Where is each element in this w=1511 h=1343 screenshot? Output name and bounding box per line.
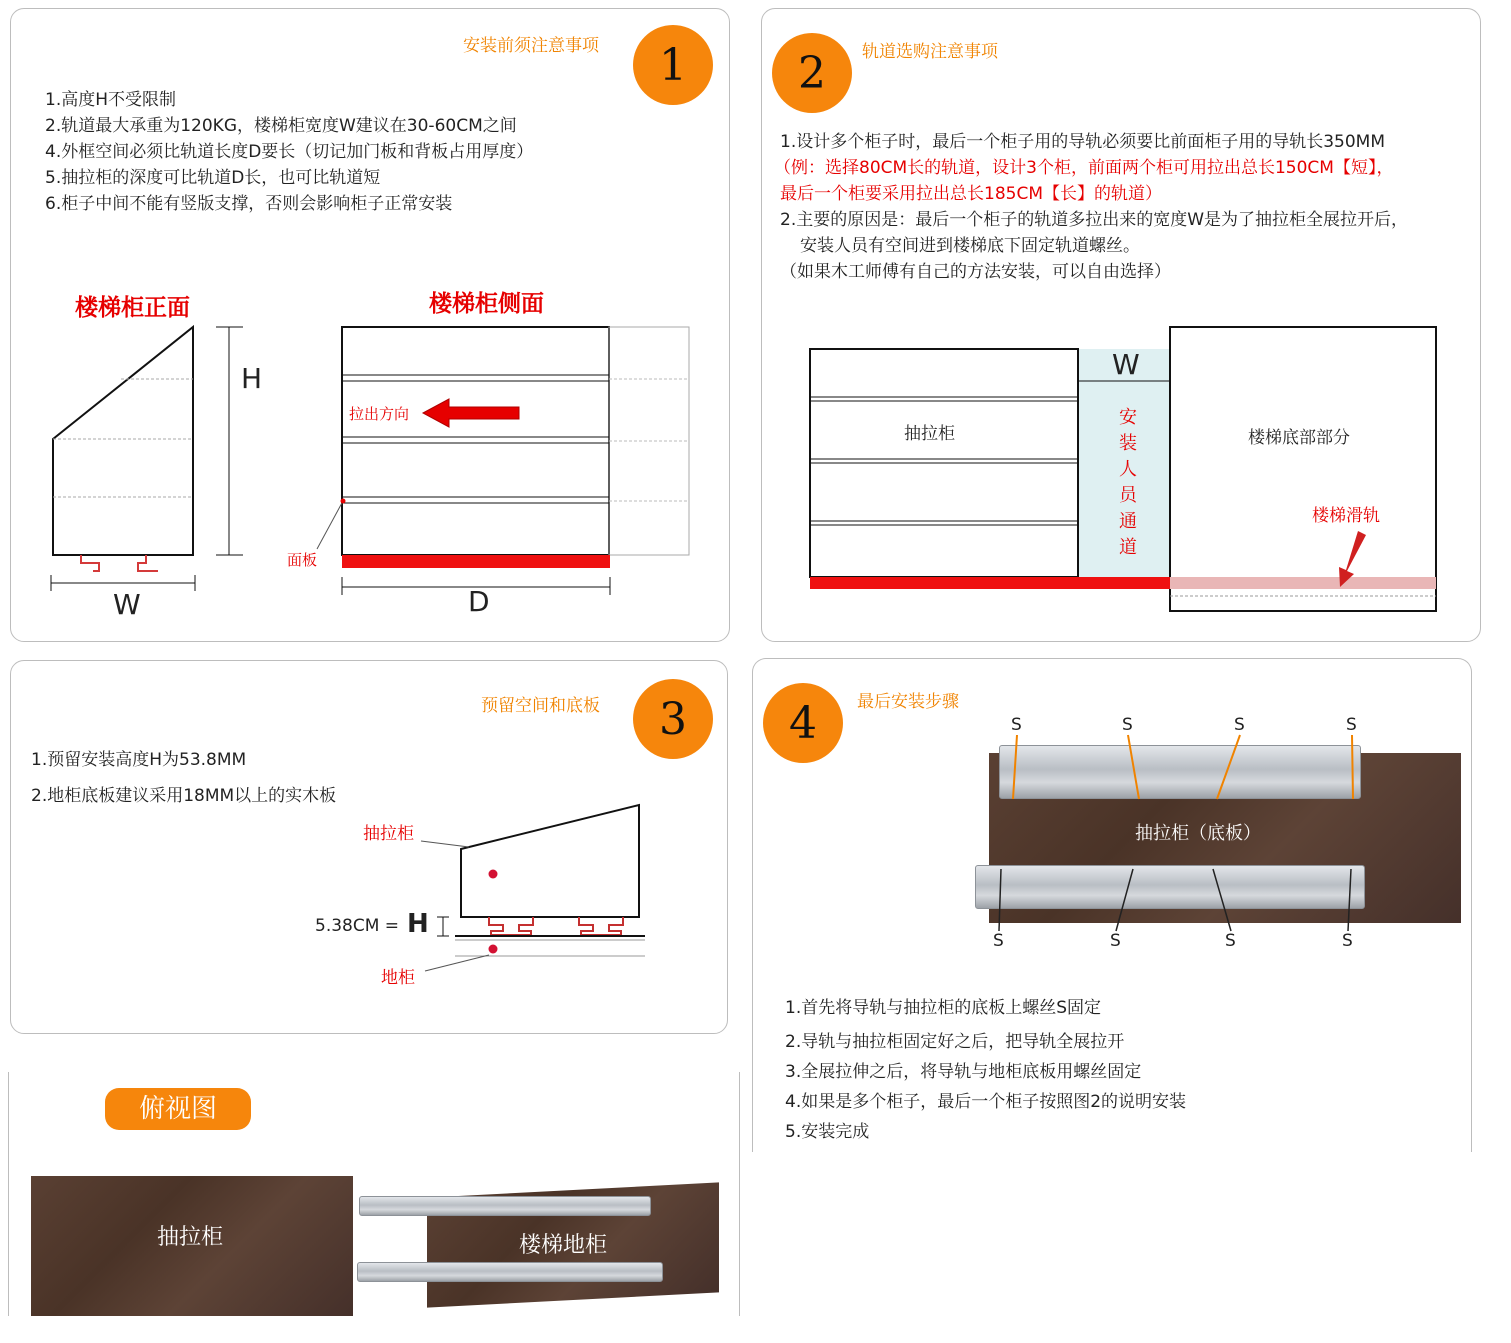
front-h-label: H [241, 362, 263, 395]
panel-pre-install-notes [10, 8, 730, 642]
front-w-label: W [113, 588, 141, 621]
panel-rail-purchase-notes [761, 8, 1481, 642]
panel2-title: 轨道选购注意事项 [862, 42, 998, 62]
panel-final-steps [752, 658, 1472, 1152]
channel-char-5: 通 [1119, 511, 1137, 532]
side-view-title: 楼梯柜侧面 [429, 291, 544, 317]
channel-w-label: W [1112, 348, 1140, 381]
panel2-line-2: （例：选择80CM长的轨道，设计3个柜，前面两个柜可用拉出总长150CM【短】， [774, 158, 1394, 178]
channel-char-3: 人 [1119, 459, 1137, 480]
front-view-title: 楼梯柜正面 [75, 295, 190, 321]
drawer-base-board-label: 抽拉柜（底板） [1135, 823, 1261, 844]
installer-channel-label [1118, 405, 1138, 561]
channel-char-6: 道 [1119, 537, 1137, 558]
panel3-item-1: 1.预留安装高度H为53.8MM [31, 750, 247, 770]
reserved-height-diagram [11, 661, 729, 1035]
panel4-item-5: 5.安装完成 [785, 1122, 870, 1142]
top-view-rail-upper [359, 1196, 651, 1216]
screw-label-bottom-2: S [1110, 931, 1121, 951]
panel1-item-1: 1.高度H不受限制 [45, 90, 177, 110]
screw-label-bottom-3: S [1225, 931, 1236, 951]
panel4-item-4: 4.如果是多个柜子，最后一个柜子按照图2的说明安装 [785, 1092, 1187, 1112]
panel1-title: 安装前须注意事项 [463, 36, 599, 56]
screw-label-top-3: S [1234, 715, 1245, 735]
panel3-title: 预留空间和底板 [481, 696, 600, 716]
panel1-item-5: 6.柜子中间不能有竖版支撑，否则会影响柜子正常安装 [45, 194, 453, 214]
panel4-step-badge: 4 [763, 683, 843, 763]
panel4-item-3: 3.全展拉伸之后，将导轨与地柜底板用螺丝固定 [785, 1062, 1142, 1082]
panel-reserved-space [10, 660, 728, 1034]
panel4-item-2: 2.导轨与抽拉柜固定好之后，把导轨全展拉开 [785, 1032, 1125, 1052]
panel2-line-6: （如果木工师傅有自己的方法安装，可以自由选择） [780, 262, 1171, 282]
side-d-label: D [468, 585, 490, 618]
top-view-section [8, 1072, 740, 1316]
channel-char-2: 装 [1119, 433, 1137, 454]
panel1-item-4: 5.抽拉柜的深度可比轨道D长，也可比轨道短 [45, 168, 381, 188]
screw-label-bottom-1: S [993, 931, 1004, 951]
panel1-item-2: 2.轨道最大承重为120KG，楼梯柜宽度W建议在30-60CM之间 [45, 116, 517, 136]
reserved-height-label: 5.38CM = [315, 916, 400, 936]
screw-label-top-4: S [1346, 715, 1357, 735]
top-view-drawer-label: 抽拉柜 [157, 1225, 224, 1250]
screw-label-bottom-4: S [1342, 931, 1353, 951]
top-view-base-label: 楼梯地柜 [519, 1233, 608, 1258]
panel2-line-4: 2.主要的原因是：最后一个柜子的轨道多拉出来的宽度W是为了抽拉柜全展拉开后， [780, 210, 1409, 230]
panel3-drawer-label: 抽拉柜 [363, 824, 414, 844]
panel2-line-5: 安装人员有空间进到楼梯底下固定轨道螺丝。 [800, 236, 1140, 256]
screw-label-top-2: S [1122, 715, 1133, 735]
panel4-title: 最后安装步骤 [857, 692, 959, 712]
panel2-line-1: 1.设计多个柜子时，最后一个柜子用的导轨必须要比前面柜子用的导轨长350MM [780, 132, 1386, 152]
stair-bottom-label: 楼梯底部部分 [1248, 428, 1350, 448]
panel3-base-label: 地柜 [381, 968, 415, 988]
panel1-item-3: 4.外框空间必须比轨道长度D要长（切记加门板和背板占用厚度） [45, 142, 534, 162]
panel2-line-3: 最后一个柜要采用拉出总长185CM【长】的轨道） [780, 184, 1162, 204]
channel-char-1: 安 [1119, 407, 1137, 428]
panel3-step-badge: 3 [633, 679, 713, 759]
top-view-title: 俯视图 [105, 1088, 251, 1130]
reserved-h-letter: H [407, 909, 429, 939]
top-view-rail-lower [357, 1262, 663, 1282]
screw-label-top-1: S [1011, 715, 1022, 735]
stair-rail-label: 楼梯滑轨 [1312, 506, 1380, 526]
panel4-item-1: 1.首先将导轨与抽拉柜的底板上螺丝S固定 [785, 998, 1102, 1018]
drawer-cabinet-label: 抽拉柜 [904, 424, 955, 444]
channel-char-4: 员 [1119, 485, 1137, 506]
pull-direction-label: 拉出方向 [349, 405, 410, 423]
panel3-item-2: 2.地柜底板建议采用18MM以上的实木板 [31, 786, 337, 806]
panel1-step-badge: 1 [633, 25, 713, 105]
side-view-diagram [11, 9, 731, 643]
panel2-step-badge: 2 [772, 33, 852, 113]
front-panel-label: 面板 [287, 551, 318, 569]
